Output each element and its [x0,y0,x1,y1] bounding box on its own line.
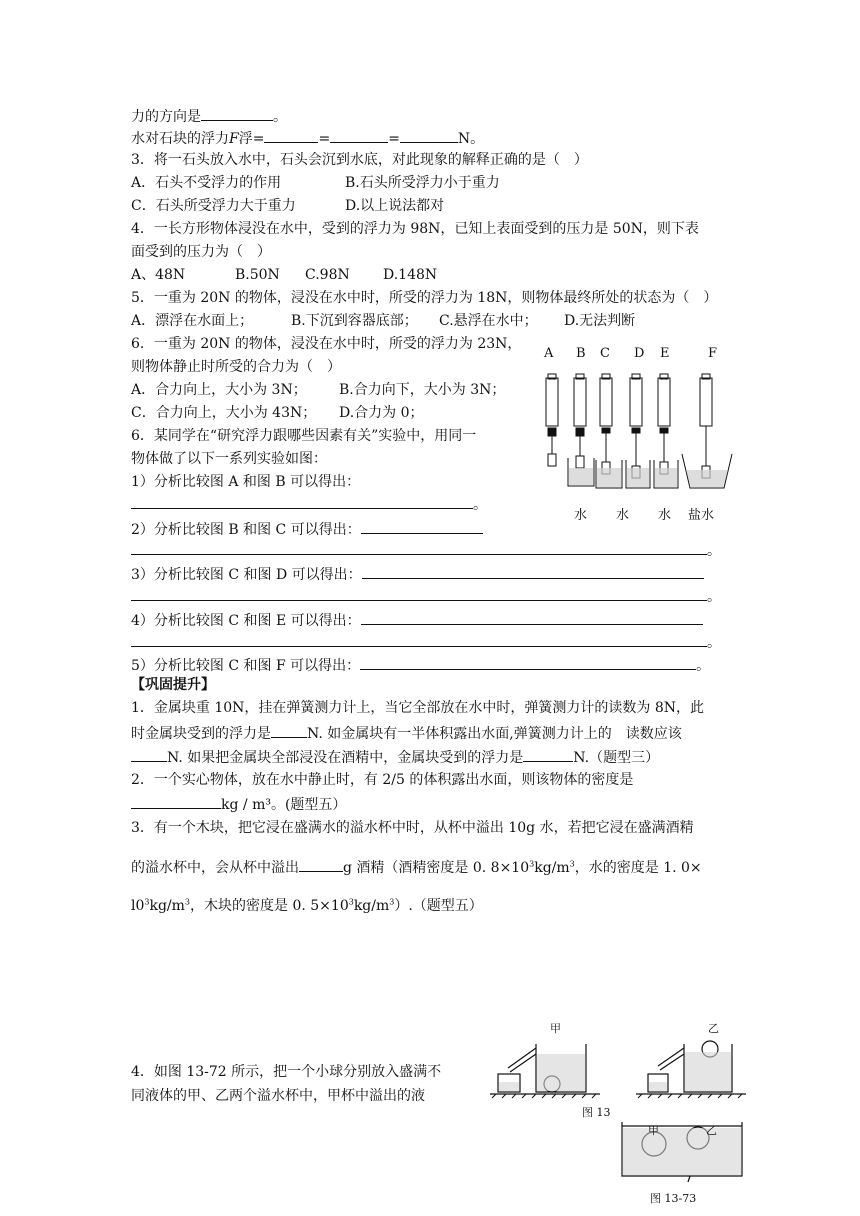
q3-options-1: A．石头不受浮力的作用 B.石头所受浮力小于重力 [131,175,500,191]
blank [131,631,707,647]
section-heading: 【巩固提升】 [131,677,215,693]
sub-2-answer: 。 [131,539,721,561]
blank [131,585,707,601]
q3-options-2: C．石头所受浮力大于重力 D.以上说法都对 [131,198,445,214]
line-1: 力的方向是 。 [131,105,287,127]
question-7-line-1: 6．某同学在“研究浮力跟哪些因素有关”实验中，用同一 [131,428,477,444]
g1-line-1: 1．金属块重 10N，挂在弹簧测力计上，当它全部放在水中时，弹簧测力计的读数为 8N，此 [131,700,705,716]
question-7-line-2: 物体做了以下一系列实验如图： [131,451,327,467]
figure-13-73-yi-label: 乙 [706,1124,717,1137]
blank [523,746,573,762]
blank [362,563,704,579]
g2-line-1: 2．一个实心物体，放在水中静止时，有 2/5 的体积露出水面，则该物体的密度是 [131,772,634,788]
figure-label-f: F [708,346,718,361]
beaker-label-f: 盐水 [688,508,715,523]
sub-3-answer: 。 [131,585,721,607]
g3-line-1: 3．有一个木块，把它浸在盛满水的溢水杯中时，从杯中溢出 10g 水，若把它浸在盛满酒精 [131,820,694,836]
beaker-label-c: 水 [616,508,630,523]
sub-3: 3）分析比较图 C 和图 D 可以得出： [131,563,704,585]
spring-scales-diagram [538,366,738,516]
figure-13-caption: 图 13 [582,1106,611,1119]
question-5: 5．一重为 20N 的物体，浸没在水中时，所受的浮力为 18N，则物体最终所处的状态为（ ） [131,290,718,306]
q5-options: A．漂浮在水面上； B.下沉到容器底部； C.悬浮在水中； D.无法判断 [131,313,636,329]
beaker-label-e: 水 [658,508,672,523]
g3-line-2: 的溢水杯中，会从杯中溢出 g 酒精（酒精密度是 0. $8\times 10^3kg/m^3$，水的密度是 1. 0× [131,856,702,878]
blank [264,127,318,143]
question-4-line-1: 4．一长方形物体浸没在水中，受到的浮力为 98N，已知上表面受到的压力是 50N，则下表 [131,221,699,237]
blank [131,493,473,509]
sub-2: 2）分析比较图 B 和图 C 可以得出： [131,518,483,540]
sub-1-answer: 。 [131,493,487,515]
g3-line-3: $l0^3kg/m^3$，木块的密度是 0. $5\times 10^3kg/m^3$）.（题型五） [131,897,483,914]
g1-line-3: N. 如果把金属块全部浸没在酒精中，金属块受到的浮力是 N.（题型三） [131,746,659,768]
two-balls-tank-diagram [618,1118,748,1184]
figure-label-d: D [634,346,645,361]
blank [299,856,343,872]
figure-13 [490,1018,750,1118]
figure-13-jia-label: 甲 [550,1022,561,1035]
overflow-cups-diagram [490,1024,750,1102]
blank [201,105,273,121]
question-6-line-2: 则物体静止时所受的合力为（ ） [131,359,341,375]
blank [360,654,696,670]
sub-1: 1）分析比较图 A 和图 B 可以得出： [131,474,361,490]
g1-line-2: 时金属块受到的浮力是 N. 如金属块有一半体积露出水面,弹簧测力计上的 读数应该 [131,722,682,744]
q6-options-2: C．合力向上，大小为 43N； D.合力为 0； [131,405,424,421]
sub-4-answer: 。 [131,631,721,653]
figure-13-73-caption: 图 13-73 [650,1192,697,1205]
experiment-figure [538,344,738,524]
line-2: 水对石块的浮力F浮= = = N。 [131,127,484,149]
figure-label-c: C [600,346,610,361]
blank [131,539,707,555]
figure-13-yi-label: 乙 [708,1022,719,1035]
sub-4: 4）分析比较图 C 和图 E 可以得出： [131,609,703,631]
q4-options: A、48N B.50N C.98N D.148N [131,267,438,283]
sub-5: 5）分析比较图 C 和图 F 可以得出： 。 [131,654,710,676]
g2-line-2: kg / m³。(题型五） [131,793,346,815]
blank [361,518,483,534]
question-3: 3．将一石头放入水中，石头会沉到水底，对此现象的解释正确的是（ ） [131,152,588,168]
question-4-line-2: 面受到的压力为（ ） [131,244,271,260]
figure-13-73 [618,1118,748,1210]
blank [400,127,458,143]
figure-13-73-jia-label: 甲 [648,1124,659,1137]
g4-line-2: 同液体的甲、乙两个溢水杯中，甲杯中溢出的液 [131,1088,425,1104]
g4-line-1: 4．如图 13-72 所示，把一个小球分别放入盛满不 [131,1064,442,1080]
figure-label-e: E [660,346,670,361]
blank [361,609,703,625]
blank [330,127,388,143]
blank [271,722,307,738]
figure-label-b: B [576,346,586,361]
blank [131,793,221,809]
question-6-line-1: 6．一重为 20N 的物体，浸没在水中时，所受的浮力为 23N， [131,336,522,352]
q6-options-1: A．合力向上，大小为 3N； B.合力向下，大小为 3N； [131,382,506,398]
beaker-label-b: 水 [574,508,588,523]
figure-label-a: A [544,346,554,361]
blank [131,746,167,762]
